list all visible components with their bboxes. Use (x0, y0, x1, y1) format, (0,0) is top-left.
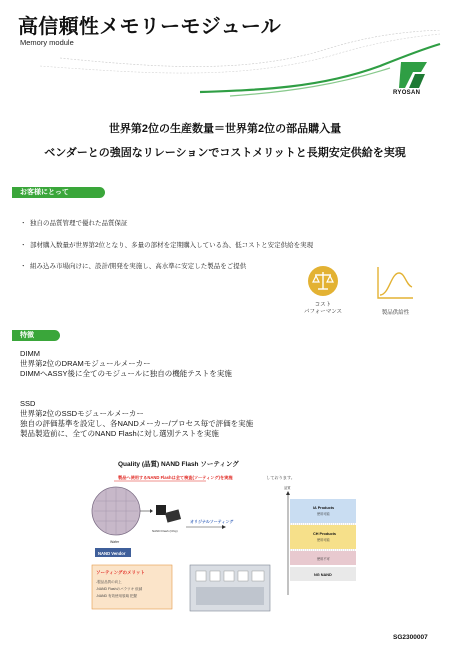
tier-name: IA Products (313, 506, 335, 510)
cost-performance-label: コスト パフォーマンス (303, 302, 343, 315)
supply-label: 製品供給性 (381, 310, 410, 316)
customer-bullet: ・ 部材購入数量が世界第2位となり、多量の部材を定期購入している為、低コストと安定供給を実現 (20, 242, 314, 249)
merit-item: -製品品質の向上 (96, 580, 122, 584)
tier-ch-products (290, 525, 356, 549)
vendor-label: NAND Vendor (98, 551, 126, 556)
cost-performance-icon (307, 265, 339, 297)
axis-label: 品質 (284, 486, 291, 490)
merit-item: -NAND 有効使用領域 把握 (96, 594, 138, 598)
tier-sub: 使用可能 (317, 512, 330, 516)
document-code: SG2300007 (393, 634, 428, 641)
headline-2: ベンダーとの強固なリレーションでコストメリットと長期安定供給を実現 (44, 147, 406, 159)
headline-1: 世界第2位の生産数量＝世界第2位の部品購入量 (108, 123, 342, 135)
sorting-label: オリジナルソーティング (190, 519, 234, 524)
section-header-customer: お客様にとって (12, 187, 105, 198)
chip-label: NAND Flash (Chip) (152, 529, 178, 533)
page-title: 高信頼性メモリーモジュール (18, 16, 282, 38)
customer-bullet: ・ 独自の品質管理で優れた品質保証 (20, 220, 128, 227)
page-subtitle: Memory module (20, 38, 74, 47)
nand-sorting-diagram (90, 455, 360, 625)
merit-item: -NAND Flashのバラツキ 低減 (96, 587, 143, 591)
logo-text: RYOSAN (393, 90, 421, 96)
supply-chart-icon (375, 265, 415, 301)
customer-bullet: ・ 組み込み市場向けに、設計/開発を実施し、高水準に安定した製品をご提供 (20, 263, 247, 270)
merit-title: ソーティングのメリット (96, 570, 145, 575)
diagram-caption-tail: しております。 (266, 475, 295, 480)
diagram-caption-red: 製品へ使用するNAND Flashは全て検査(ソーティング)を実施 (118, 475, 233, 480)
nand-chip-icon (156, 505, 166, 515)
section-header-features: 特徴 (12, 330, 60, 341)
feature-dimm-block: DIMM 世界第2位のDRAMモジュールメーカー DIMMへASSY後に全てのモジュールに独自の機能テストを実施 (20, 349, 232, 378)
tier-sub: 使用可能 (317, 538, 330, 542)
wafer-label: Wafer (110, 540, 120, 544)
feature-ssd-block: SSD 世界第2位のSSDモジュールメーカー 独自の評価基準を設定し、各NANDメーカー/プロセス毎で評価を実施 製品製造前に、全てのNAND Flashに対し選別テストを実施 (20, 399, 254, 438)
tier-sub: 使用不可 (317, 557, 330, 561)
tier-name: CH Products (313, 532, 336, 536)
tier-name: NG NAND (314, 573, 332, 577)
diagram-title: Quality (品質) NAND Flash ソーティング (118, 461, 239, 468)
tier-ia-products (290, 499, 356, 523)
